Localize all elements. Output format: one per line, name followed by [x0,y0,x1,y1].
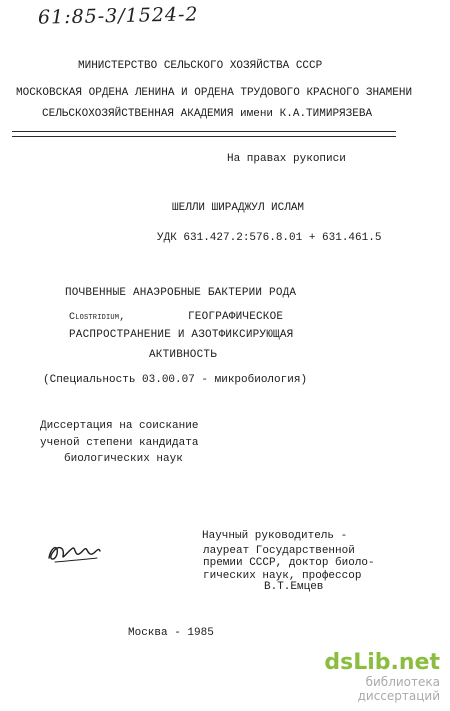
ministry-line: МИНИСТЕРСТВО СЕЛЬСКОГО ХОЗЯЙСТВА СССР [78,60,323,72]
title-line-2: ГЕОГРАФИЧЕСКОЕ [188,311,284,323]
dslib-watermark[interactable] [290,651,440,703]
title-line-4: АКТИВНОСТЬ [149,349,218,361]
author-name: ШЕЛЛИ ШИРАДЖУЛ ИСЛАМ [172,202,305,214]
handwritten-code: 61:85-3/1524-2 [37,3,199,29]
dissertation-line-1: Диссертация на соискание [40,420,199,432]
dslib-caption: библиотека диссертаций [357,675,440,703]
dslib-logo[interactable]: dsLib.net [324,650,440,675]
specialty: (Специальность 03.00.07 - микробиология) [43,374,308,386]
dissertation-line-2: ученой степени кандидата [40,437,199,449]
rights-note: На правах рукописи [227,153,346,165]
advisor-name: В.Т.Емцев [264,581,324,593]
header-divider-bottom [12,136,396,137]
title-line-3: РАСПРОСТРАНЕНИЕ И АЗОТФИКСИРУЮЩАЯ [69,329,294,341]
title-genus: Clostridium, [69,312,126,323]
advisor-line-2: лауреат Государственной [203,545,355,557]
handwritten-signature [45,538,103,568]
academy-line-2: СЕЛЬСКОХОЗЯЙСТВЕННАЯ АКАДЕМИЯ имени К.А.ТИМИРЯЗЕВА [42,108,373,120]
dissertation-line-3: биологических наук [64,453,183,465]
advisor-line-1: Научный руководитель - [202,530,348,542]
udc-code: УДК 631.427.2:576.8.01 + 631.461.5 [157,232,382,244]
advisor-line-3: премии СССР, доктор биоло- [203,557,375,569]
title-line-1: ПОЧВЕННЫЕ АНАЭРОБНЫЕ БАКТЕРИИ РОДА [65,287,297,299]
academy-line-1: МОСКОВСКАЯ ОРДЕНА ЛЕНИНА И ОРДЕНА ТРУДОВОГО КРАСНОГО ЗНАМЕНИ [16,87,413,99]
header-divider-top [12,131,396,132]
place-year: Москва - 1985 [128,627,214,639]
advisor-line-4: гических наук, профессор [203,570,362,582]
